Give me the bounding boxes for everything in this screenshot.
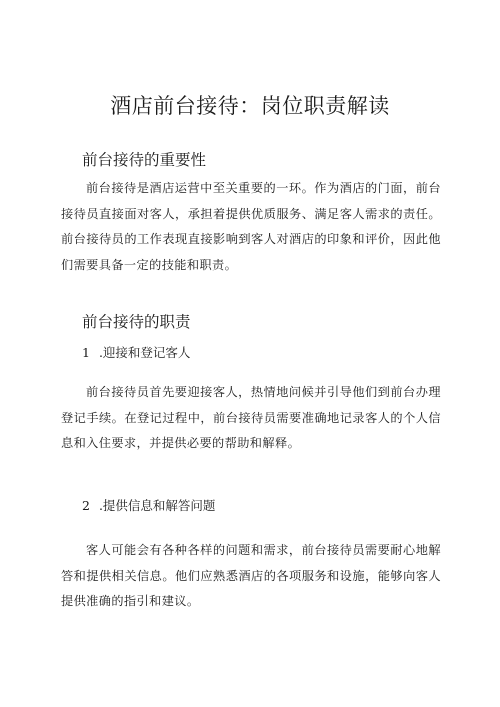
duty-item-1-paragraph: 前台接待员首先要迎接客人，热情地问候并引导他们到前台办理登记手续。在登记过程中，前台接待员需要准确地记录客人的个人信息和入住要求，并提供必要的帮助和解释。 — [61, 385, 441, 450]
duty-item-1-number: 1 — [82, 345, 90, 360]
section-heading-duties: 前台接待的职责 — [82, 313, 191, 331]
page-title: 酒店前台接待：岗位职责解读 — [110, 94, 390, 118]
duty-item-2-heading — [82, 497, 215, 515]
section-heading-importance: 前台接待的重要性 — [82, 151, 207, 169]
duty-item-2-number: 2 — [82, 498, 90, 513]
importance-paragraph: 前台接待是酒店运营中至关重要的一环。作为酒店的门面，前台接待员直接面对客人，承担着提供优质服务、满足客人需求的责任。前台接待员的工作表现直接影响到客人对酒店的印象和评价，因此他们需要具备一定的技能和职责。 — [61, 181, 441, 272]
duty-item-1-heading — [82, 344, 190, 362]
duty-item-1-label: .迎接和登记客人 — [98, 345, 191, 360]
duty-item-2-paragraph: 客人可能会有各种各样的问题和需求，前台接待员需要耐心地解答和提供相关信息。他们应熟悉酒店的各项服务和设施，能够向客人提供准确的指引和建议。 — [61, 543, 441, 608]
duty-item-2-label: .提供信息和解答问题 — [98, 498, 216, 513]
